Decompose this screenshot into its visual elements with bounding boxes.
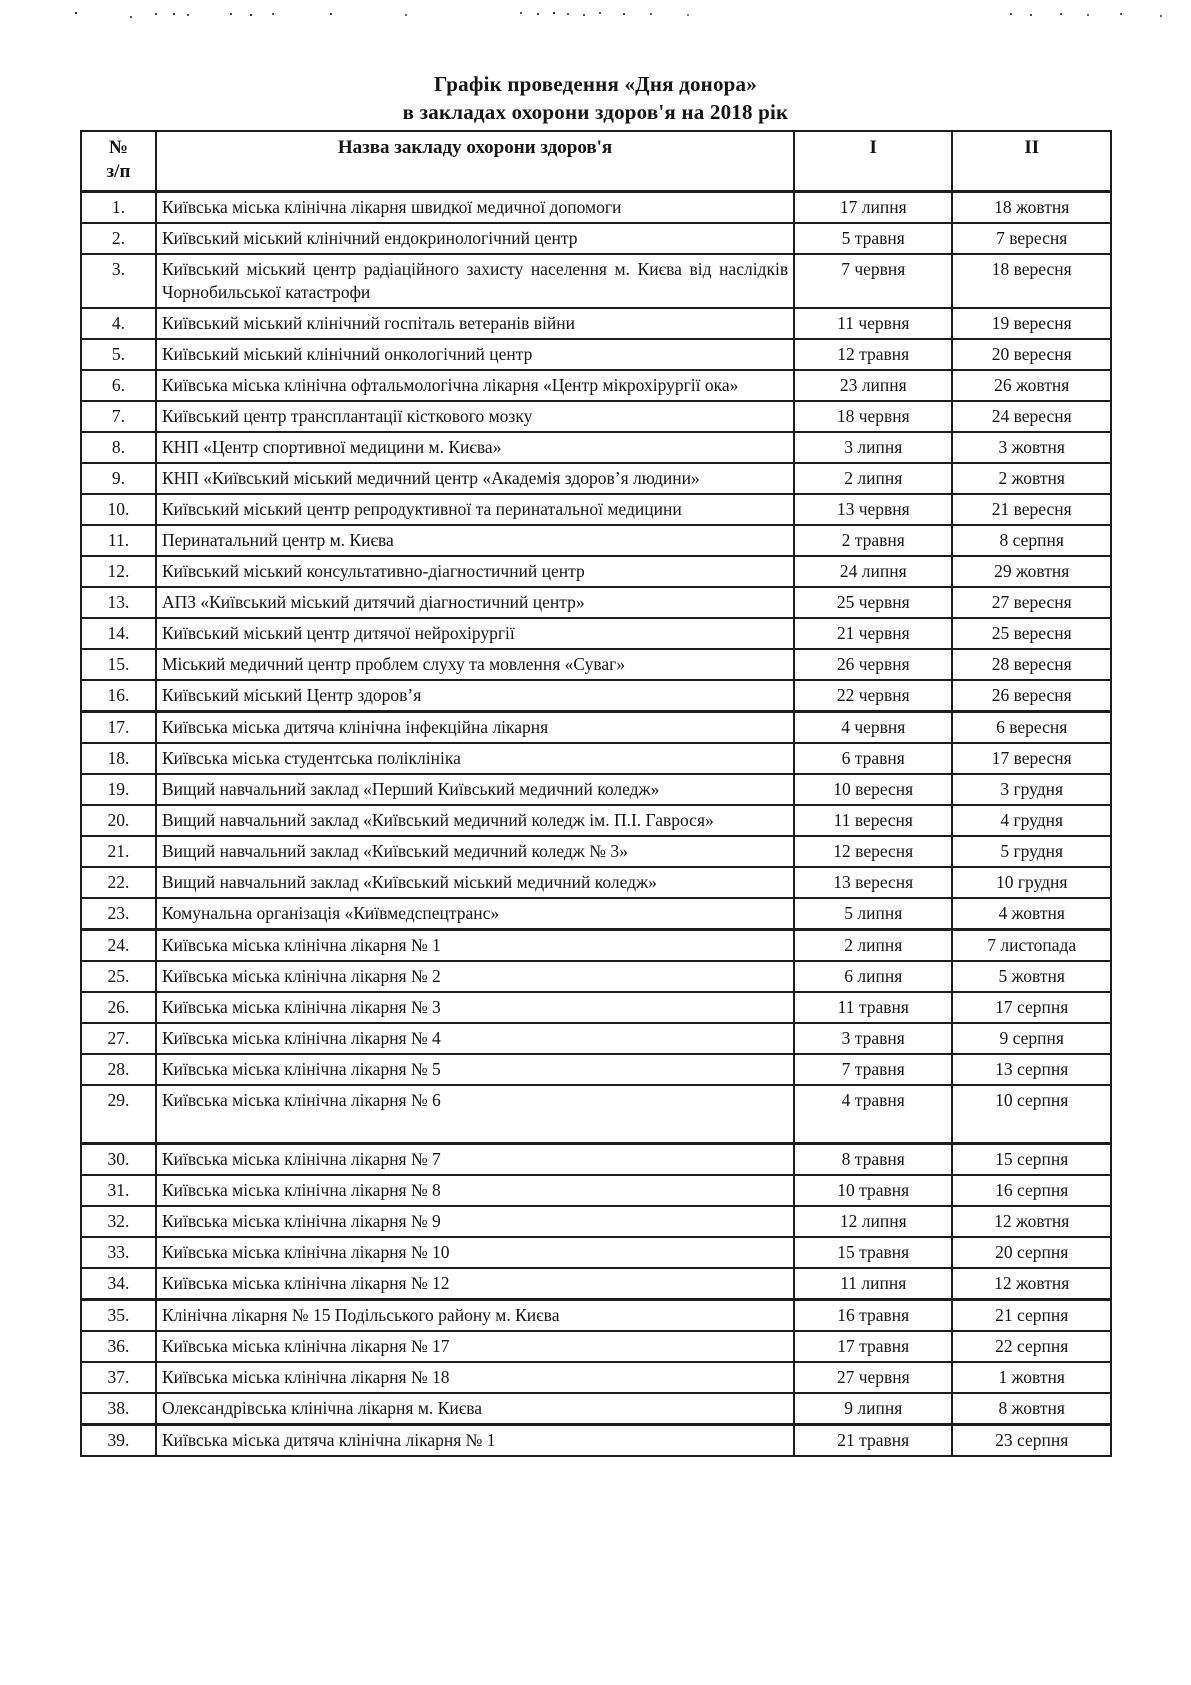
facility-name: Київський міський центр дитячої нейрохірургії: [156, 618, 794, 649]
row-number: 39.: [81, 1425, 156, 1457]
table-row: [81, 1085, 1111, 1144]
table-row: [81, 254, 1111, 308]
first-date: 22 червня: [794, 680, 952, 712]
header-number-top: №: [108, 137, 129, 158]
first-date: 4 червня: [794, 712, 952, 744]
first-date: 11 вересня: [794, 805, 952, 836]
second-date: 10 грудня: [952, 867, 1111, 898]
first-date: 5 травня: [794, 223, 952, 254]
facility-name: Київський центр трансплантації кісткового мозку: [156, 401, 794, 432]
second-date: 16 серпня: [952, 1175, 1111, 1206]
second-date: 10 серпня: [952, 1085, 1111, 1144]
facility-name: Київська міська студентська поліклініка: [156, 743, 794, 774]
second-date: 4 жовтня: [952, 898, 1111, 930]
row-number: 34.: [81, 1268, 156, 1300]
row-number: 6.: [81, 370, 156, 401]
table-row: [81, 961, 1111, 992]
second-date: 24 вересня: [952, 401, 1111, 432]
facility-name: Київська міська клінічна лікарня № 1: [156, 930, 794, 962]
row-number: 21.: [81, 836, 156, 867]
row-number: 18.: [81, 743, 156, 774]
facility-name: Київська міська клінічна лікарня № 7: [156, 1144, 794, 1176]
second-date: 20 серпня: [952, 1237, 1111, 1268]
facility-name: Міський медичний центр проблем слуху та мовлення «Суваг»: [156, 649, 794, 680]
facility-name: АПЗ «Київський міський дитячий діагностичний центр»: [156, 587, 794, 618]
facility-name: Київський міський Центр здоров’я: [156, 680, 794, 712]
second-date: 15 серпня: [952, 1144, 1111, 1176]
header-first-visit: I: [794, 131, 952, 192]
row-number: 30.: [81, 1144, 156, 1176]
row-number: 3.: [81, 254, 156, 308]
second-date: 8 серпня: [952, 525, 1111, 556]
facility-name: Вищий навчальний заклад «Київський медичний коледж ім. П.І. Гаврося»: [156, 805, 794, 836]
row-number: 4.: [81, 308, 156, 339]
table-row: [81, 680, 1111, 712]
facility-name: Київський міський клінічний ендокринологічний центр: [156, 223, 794, 254]
schedule-table: [80, 130, 1112, 1457]
table-row: [81, 1425, 1111, 1457]
facility-name: Київська міська клінічна лікарня № 10: [156, 1237, 794, 1268]
facility-name: Олександрівська клінічна лікарня м. Києва: [156, 1393, 794, 1425]
row-number: 28.: [81, 1054, 156, 1085]
table-row: [81, 1023, 1111, 1054]
second-date: 18 жовтня: [952, 192, 1111, 224]
first-date: 25 червня: [794, 587, 952, 618]
facility-name: Київська міська клінічна лікарня № 8: [156, 1175, 794, 1206]
first-date: 12 липня: [794, 1206, 952, 1237]
table-row: [81, 370, 1111, 401]
first-date: 21 червня: [794, 618, 952, 649]
facility-name: Київська міська клінічна лікарня № 17: [156, 1331, 794, 1362]
first-date: 4 травня: [794, 1085, 952, 1144]
row-number: 12.: [81, 556, 156, 587]
second-date: 26 вересня: [952, 680, 1111, 712]
table-row: [81, 712, 1111, 744]
row-number: 20.: [81, 805, 156, 836]
document-title-line2: в закладах охорони здоров'я на 2018 рік: [402, 100, 789, 124]
first-date: 2 липня: [794, 930, 952, 962]
second-date: 20 вересня: [952, 339, 1111, 370]
row-number: 35.: [81, 1300, 156, 1332]
table-row: [81, 618, 1111, 649]
row-number: 15.: [81, 649, 156, 680]
facility-name: Київська міська клінічна лікарня швидкої медичної допомоги: [156, 192, 794, 224]
facility-name: Вищий навчальний заклад «Перший Київський медичний коледж»: [156, 774, 794, 805]
row-number: 8.: [81, 432, 156, 463]
facility-name: КНП «Київський міський медичний центр «Академія здоров’я людини»: [156, 463, 794, 494]
table-row: [81, 1206, 1111, 1237]
first-date: 17 липня: [794, 192, 952, 224]
first-date: 2 травня: [794, 525, 952, 556]
row-number: 9.: [81, 463, 156, 494]
second-date: 29 жовтня: [952, 556, 1111, 587]
facility-name: Київський міський консультативно-діагностичний центр: [156, 556, 794, 587]
table-row: [81, 774, 1111, 805]
row-number: 23.: [81, 898, 156, 930]
facility-name: Комунальна організація «Київмедспецтранс»: [156, 898, 794, 930]
table-body: [81, 192, 1111, 1457]
second-date: 7 вересня: [952, 223, 1111, 254]
second-date: 26 жовтня: [952, 370, 1111, 401]
table-row: [81, 649, 1111, 680]
first-date: 11 липня: [794, 1268, 952, 1300]
second-date: 9 серпня: [952, 1023, 1111, 1054]
header-number-bottom: з/п: [106, 161, 131, 182]
row-number: 33.: [81, 1237, 156, 1268]
row-number: 32.: [81, 1206, 156, 1237]
facility-name: Київська міська клінічна лікарня № 18: [156, 1362, 794, 1393]
facility-name: Вищий навчальний заклад «Київський міський медичний коледж»: [156, 867, 794, 898]
table-row: [81, 1237, 1111, 1268]
first-date: 27 червня: [794, 1362, 952, 1393]
table-row: [81, 1331, 1111, 1362]
facility-name: Київська міська клінічна офтальмологічна лікарня «Центр мікрохірургії ока»: [156, 370, 794, 401]
row-number: 10.: [81, 494, 156, 525]
row-number: 13.: [81, 587, 156, 618]
table-header: [81, 131, 1111, 192]
table-row: [81, 898, 1111, 930]
second-date: 28 вересня: [952, 649, 1111, 680]
first-date: 13 вересня: [794, 867, 952, 898]
table-row: [81, 836, 1111, 867]
facility-name: Київська міська клінічна лікарня № 12: [156, 1268, 794, 1300]
second-date: 18 вересня: [952, 254, 1111, 308]
row-number: 37.: [81, 1362, 156, 1393]
facility-name: Київська міська дитяча клінічна інфекційна лікарня: [156, 712, 794, 744]
facility-name: Київська міська клінічна лікарня № 9: [156, 1206, 794, 1237]
first-date: 3 травня: [794, 1023, 952, 1054]
first-date: 9 липня: [794, 1393, 952, 1425]
first-date: 21 травня: [794, 1425, 952, 1457]
first-date: 17 травня: [794, 1331, 952, 1362]
first-date: 24 липня: [794, 556, 952, 587]
second-date: 8 жовтня: [952, 1393, 1111, 1425]
first-date: 11 травня: [794, 992, 952, 1023]
first-date: 8 травня: [794, 1144, 952, 1176]
second-date: 25 вересня: [952, 618, 1111, 649]
row-number: 25.: [81, 961, 156, 992]
facility-name: Київська міська дитяча клінічна лікарня № 1: [156, 1425, 794, 1457]
document-title-line1: Графік проведення «Дня донора»: [434, 72, 757, 96]
facility-name: Київський міський клінічний госпіталь ветеранів війни: [156, 308, 794, 339]
first-date: 6 травня: [794, 743, 952, 774]
table-row: [81, 1362, 1111, 1393]
row-number: 36.: [81, 1331, 156, 1362]
table-row: [81, 556, 1111, 587]
row-number: 19.: [81, 774, 156, 805]
table-row: [81, 1144, 1111, 1176]
facility-name: Перинатальний центр м. Києва: [156, 525, 794, 556]
table-row: [81, 930, 1111, 962]
second-date: 4 грудня: [952, 805, 1111, 836]
first-date: 10 вересня: [794, 774, 952, 805]
first-date: 26 червня: [794, 649, 952, 680]
second-date: 12 жовтня: [952, 1206, 1111, 1237]
table-row: [81, 339, 1111, 370]
table-row: [81, 1393, 1111, 1425]
second-date: 22 серпня: [952, 1331, 1111, 1362]
first-date: 16 травня: [794, 1300, 952, 1332]
second-date: 7 листопада: [952, 930, 1111, 962]
table-row: [81, 401, 1111, 432]
table-row: [81, 223, 1111, 254]
row-number: 2.: [81, 223, 156, 254]
table-row: [81, 525, 1111, 556]
second-date: 21 серпня: [952, 1300, 1111, 1332]
row-number: 31.: [81, 1175, 156, 1206]
facility-name: Київська міська клінічна лікарня № 4: [156, 1023, 794, 1054]
header-facility-name: Назва закладу охорони здоров'я: [156, 131, 794, 192]
table-row: [81, 308, 1111, 339]
facility-name: КНП «Центр спортивної медицини м. Києва»: [156, 432, 794, 463]
header-second-visit: II: [952, 131, 1111, 192]
table-row: [81, 1300, 1111, 1332]
facility-name: Київська міська клінічна лікарня № 3: [156, 992, 794, 1023]
table-row: [81, 494, 1111, 525]
document-title: [0, 70, 1191, 126]
first-date: 7 травня: [794, 1054, 952, 1085]
first-date: 7 червня: [794, 254, 952, 308]
row-number: 38.: [81, 1393, 156, 1425]
table-row: [81, 587, 1111, 618]
table-row: [81, 867, 1111, 898]
facility-name: Вищий навчальний заклад «Київський медичний коледж № 3»: [156, 836, 794, 867]
row-number: 5.: [81, 339, 156, 370]
table-row: [81, 1175, 1111, 1206]
facility-name: Київський міський клінічний онкологічний центр: [156, 339, 794, 370]
header-row: [81, 131, 1111, 192]
table-row: [81, 743, 1111, 774]
second-date: 27 вересня: [952, 587, 1111, 618]
second-date: 12 жовтня: [952, 1268, 1111, 1300]
facility-name: Київський міський центр репродуктивної та перинатальної медицини: [156, 494, 794, 525]
row-number: 24.: [81, 930, 156, 962]
second-date: 17 вересня: [952, 743, 1111, 774]
first-date: 12 вересня: [794, 836, 952, 867]
second-date: 13 серпня: [952, 1054, 1111, 1085]
row-number: 29.: [81, 1085, 156, 1144]
first-date: 23 липня: [794, 370, 952, 401]
first-date: 13 червня: [794, 494, 952, 525]
facility-name: Київська міська клінічна лікарня № 5: [156, 1054, 794, 1085]
first-date: 15 травня: [794, 1237, 952, 1268]
scan-noise-specks: [75, 12, 77, 14]
second-date: 19 вересня: [952, 308, 1111, 339]
row-number: 14.: [81, 618, 156, 649]
table-row: [81, 463, 1111, 494]
second-date: 3 жовтня: [952, 432, 1111, 463]
row-number: 11.: [81, 525, 156, 556]
facility-name: Київська міська клінічна лікарня № 6: [156, 1085, 794, 1144]
second-date: 5 жовтня: [952, 961, 1111, 992]
row-number: 26.: [81, 992, 156, 1023]
row-number: 27.: [81, 1023, 156, 1054]
header-number-column: [81, 131, 156, 192]
second-date: 6 вересня: [952, 712, 1111, 744]
table-row: [81, 805, 1111, 836]
facility-name: Київський міський центр радіаційного захисту населення м. Києва від наслідків Чорнобильської катастрофи: [156, 254, 794, 308]
second-date: 21 вересня: [952, 494, 1111, 525]
first-date: 11 червня: [794, 308, 952, 339]
table-row: [81, 1054, 1111, 1085]
facility-name: Київська міська клінічна лікарня № 2: [156, 961, 794, 992]
second-date: 23 серпня: [952, 1425, 1111, 1457]
first-date: 5 липня: [794, 898, 952, 930]
row-number: 17.: [81, 712, 156, 744]
first-date: 2 липня: [794, 463, 952, 494]
second-date: 2 жовтня: [952, 463, 1111, 494]
table-row: [81, 192, 1111, 224]
row-number: 16.: [81, 680, 156, 712]
first-date: 10 травня: [794, 1175, 952, 1206]
first-date: 12 травня: [794, 339, 952, 370]
table-row: [81, 432, 1111, 463]
table-row: [81, 992, 1111, 1023]
row-number: 7.: [81, 401, 156, 432]
first-date: 3 липня: [794, 432, 952, 463]
facility-name: Клінічна лікарня № 15 Подільського району м. Києва: [156, 1300, 794, 1332]
first-date: 6 липня: [794, 961, 952, 992]
first-date: 18 червня: [794, 401, 952, 432]
row-number: 22.: [81, 867, 156, 898]
second-date: 17 серпня: [952, 992, 1111, 1023]
second-date: 3 грудня: [952, 774, 1111, 805]
second-date: 1 жовтня: [952, 1362, 1111, 1393]
second-date: 5 грудня: [952, 836, 1111, 867]
row-number: 1.: [81, 192, 156, 224]
table-row: [81, 1268, 1111, 1300]
